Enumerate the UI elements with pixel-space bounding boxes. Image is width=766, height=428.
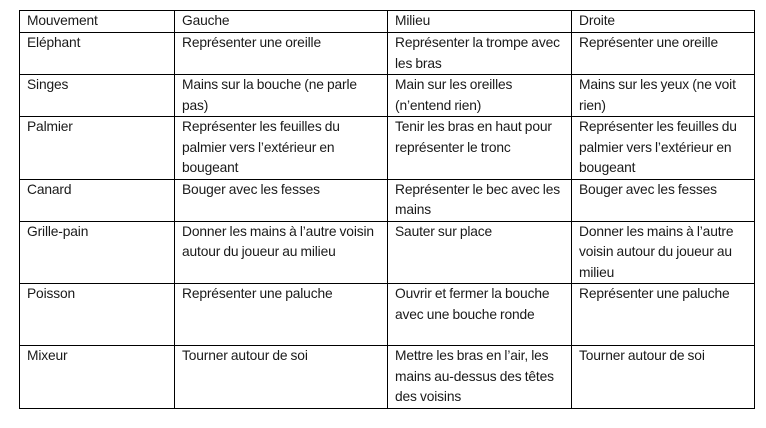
cell-mouvement: Palmier	[20, 117, 175, 180]
cell-milieu: Sauter sur place	[388, 221, 572, 284]
cell-droite: Mains sur les yeux (ne voit rien)	[572, 75, 755, 117]
header-droite: Droite	[572, 11, 755, 33]
cell-droite: Représenter les feuilles du palmier vers l’extérieur en bougeant	[572, 117, 755, 180]
table-row	[20, 346, 755, 409]
movements-table	[19, 10, 755, 409]
cell-gauche: Bouger avec les fesses	[175, 179, 388, 221]
table-header-row	[20, 11, 755, 33]
cell-milieu: Mettre les bras en l’air, les mains au-dessus des têtes des voisins	[388, 346, 572, 409]
cell-gauche: Représenter une oreille	[175, 33, 388, 75]
cell-mouvement: Canard	[20, 179, 175, 221]
cell-droite: Représenter une oreille	[572, 33, 755, 75]
cell-milieu: Représenter la trompe avec les bras	[388, 33, 572, 75]
cell-gauche: Représenter les feuilles du palmier vers l’extérieur en bougeant	[175, 117, 388, 180]
cell-droite: Bouger avec les fesses	[572, 179, 755, 221]
cell-mouvement: Grille-pain	[20, 221, 175, 284]
cell-gauche: Représenter une paluche	[175, 284, 388, 346]
cell-mouvement: Singes	[20, 75, 175, 117]
cell-gauche: Tourner autour de soi	[175, 346, 388, 409]
cell-droite: Tourner autour de soi	[572, 346, 755, 409]
cell-droite: Représenter une paluche	[572, 284, 755, 346]
table-row	[20, 33, 755, 75]
header-milieu: Milieu	[388, 11, 572, 33]
cell-mouvement: Poisson	[20, 284, 175, 346]
table-row	[20, 179, 755, 221]
cell-mouvement: Mixeur	[20, 346, 175, 409]
cell-milieu: Main sur les oreilles (n’entend rien)	[388, 75, 572, 117]
header-mouvement: Mouvement	[20, 11, 175, 33]
cell-milieu: Ouvrir et fermer la bouche avec une bouche ronde	[388, 284, 572, 346]
cell-gauche: Donner les mains à l’autre voisin autour du joueur au milieu	[175, 221, 388, 284]
cell-milieu: Tenir les bras en haut pour représenter le tronc	[388, 117, 572, 180]
table-row	[20, 284, 755, 346]
cell-milieu: Représenter le bec avec les mains	[388, 179, 572, 221]
header-gauche: Gauche	[175, 11, 388, 33]
table-row	[20, 221, 755, 284]
table-row	[20, 117, 755, 180]
cell-droite: Donner les mains à l’autre voisin autour du joueur au milieu	[572, 221, 755, 284]
cell-mouvement: Eléphant	[20, 33, 175, 75]
table-row	[20, 75, 755, 117]
cell-gauche: Mains sur la bouche (ne parle pas)	[175, 75, 388, 117]
